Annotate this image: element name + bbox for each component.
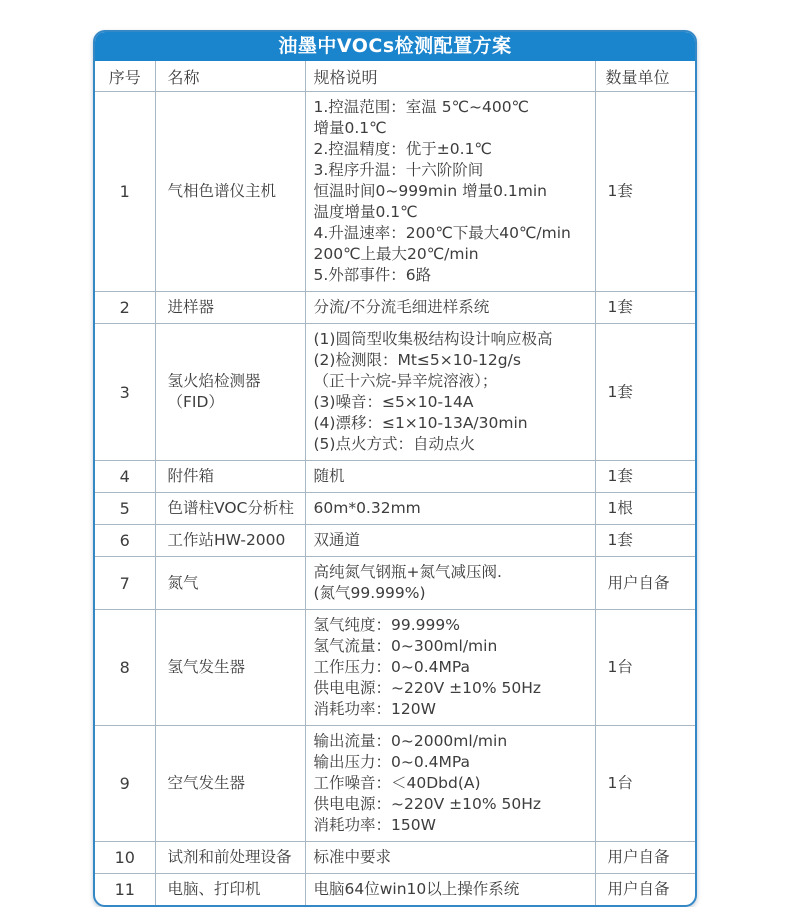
table-row — [95, 874, 695, 906]
cell-name: 色谱柱VOC分析柱 — [155, 493, 305, 525]
spec-line: 输出压力：0~0.4MPa — [313, 753, 471, 771]
column-header-index: 序号 — [95, 61, 155, 92]
cell-qty: 用户自备 — [595, 874, 695, 906]
cell-spec — [305, 461, 595, 493]
spec-line: 恒温时间0~999min 增量0.1min — [313, 182, 547, 200]
cell-spec — [305, 92, 595, 292]
cell-qty: 1套 — [595, 292, 695, 324]
spec-line: (4)漂移：≤1×10-13A/30min — [313, 414, 528, 432]
spec-line: 氢气流量：0~300ml/min — [313, 637, 498, 655]
cell-qty: 用户自备 — [595, 842, 695, 874]
cell-index: 1 — [95, 92, 155, 292]
cell-spec — [305, 557, 595, 610]
cell-index: 3 — [95, 324, 155, 461]
spec-line: 电脑64位win10以上操作系统 — [313, 880, 520, 898]
spec-line: 60m*0.32mm — [313, 499, 421, 517]
cell-index: 6 — [95, 525, 155, 557]
config-table — [95, 61, 695, 905]
cell-name: 气相色谱仪主机 — [155, 92, 305, 292]
spec-line: (5)点火方式：自动点火 — [313, 435, 475, 453]
spec-line: 2.控温精度：优于±0.1℃ — [313, 140, 492, 158]
cell-spec — [305, 525, 595, 557]
cell-spec — [305, 842, 595, 874]
table-row — [95, 493, 695, 525]
table-row — [95, 525, 695, 557]
cell-qty: 1套 — [595, 461, 695, 493]
spec-line: 分流/不分流毛细进样系统 — [313, 298, 490, 316]
table-row — [95, 292, 695, 324]
spec-line: 输出流量：0~2000ml/min — [313, 732, 508, 750]
cell-index: 11 — [95, 874, 155, 906]
cell-spec — [305, 874, 595, 906]
spec-line: (氮气99.999%) — [313, 584, 426, 602]
spec-line: 增量0.1℃ — [313, 119, 387, 137]
cell-spec — [305, 493, 595, 525]
config-plan-card — [93, 30, 697, 907]
page-title: 油墨中VOCs检测配置方案 — [95, 32, 695, 61]
column-header-qty: 数量单位 — [595, 61, 695, 92]
cell-name: 进样器 — [155, 292, 305, 324]
cell-index: 8 — [95, 610, 155, 726]
spec-line: 3.程序升温：十六阶阶间 — [313, 161, 484, 179]
cell-name: 氢火焰检测器（FID） — [155, 324, 305, 461]
spec-line: （正十六烷-异辛烷溶液）； — [313, 372, 498, 390]
cell-spec — [305, 292, 595, 324]
column-header-spec: 规格说明 — [305, 61, 595, 92]
table-row — [95, 461, 695, 493]
spec-line: 工作噪音：＜40Dbd(A) — [313, 774, 481, 792]
cell-index: 4 — [95, 461, 155, 493]
spec-line: 供电电源：~220V ±10% 50Hz — [313, 795, 541, 813]
cell-index: 9 — [95, 726, 155, 842]
spec-line: 供电电源：~220V ±10% 50Hz — [313, 679, 541, 697]
cell-name: 空气发生器 — [155, 726, 305, 842]
spec-line: (2)检测限：Mt≤5×10-12g/s — [313, 351, 521, 369]
spec-line: (1)圆筒型收集极结构设计响应极高 — [313, 330, 553, 348]
cell-qty: 1套 — [595, 92, 695, 292]
spec-line: (3)噪音：≤5×10-14A — [313, 393, 474, 411]
spec-line: 消耗功率：150W — [313, 816, 436, 834]
cell-spec — [305, 324, 595, 461]
table-row — [95, 842, 695, 874]
cell-index: 7 — [95, 557, 155, 610]
spec-line: 5.外部事件：6路 — [313, 266, 432, 284]
column-header-name: 名称 — [155, 61, 305, 92]
spec-line: 200℃上最大20℃/min — [313, 245, 479, 263]
spec-line: 1.控温范围：室温 5℃~400℃ — [313, 98, 529, 116]
cell-name: 氮气 — [155, 557, 305, 610]
table-row — [95, 324, 695, 461]
spec-line: 温度增量0.1℃ — [313, 203, 418, 221]
spec-line: 工作压力：0~0.4MPa — [313, 658, 471, 676]
cell-qty: 用户自备 — [595, 557, 695, 610]
table-row — [95, 92, 695, 292]
spec-line: 高纯氮气钢瓶+氮气减压阀. — [313, 563, 502, 581]
cell-qty: 1台 — [595, 726, 695, 842]
spec-line: 氢气纯度：99.999% — [313, 616, 460, 634]
cell-spec — [305, 610, 595, 726]
cell-qty: 1套 — [595, 324, 695, 461]
table-row — [95, 557, 695, 610]
spec-line: 4.升温速率：200℃下最大40℃/min — [313, 224, 571, 242]
cell-qty: 1根 — [595, 493, 695, 525]
cell-index: 2 — [95, 292, 155, 324]
spec-line: 消耗功率：120W — [313, 700, 436, 718]
cell-name: 试剂和前处理设备 — [155, 842, 305, 874]
cell-name: 附件箱 — [155, 461, 305, 493]
cell-index: 5 — [95, 493, 155, 525]
spec-line: 随机 — [313, 467, 345, 485]
spec-line: 双通道 — [313, 531, 361, 549]
cell-name: 电脑、打印机 — [155, 874, 305, 906]
table-row — [95, 726, 695, 842]
cell-qty: 1台 — [595, 610, 695, 726]
cell-index: 10 — [95, 842, 155, 874]
cell-name: 工作站HW-2000 — [155, 525, 305, 557]
table-row — [95, 610, 695, 726]
spec-line: 标准中要求 — [313, 848, 392, 866]
cell-name: 氢气发生器 — [155, 610, 305, 726]
config-table-body — [95, 92, 695, 906]
table-header-row — [95, 61, 695, 92]
cell-qty: 1套 — [595, 525, 695, 557]
cell-spec — [305, 726, 595, 842]
